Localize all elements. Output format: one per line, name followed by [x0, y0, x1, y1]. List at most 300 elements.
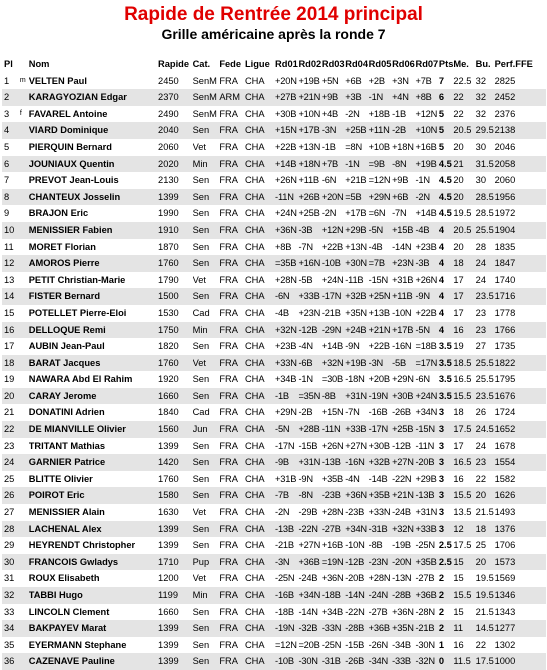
federation-cell: FRA [219, 355, 245, 372]
marker-cell [20, 404, 29, 421]
player-name-cell: LACHENAL Alex [29, 521, 158, 538]
round-5-cell: +11N [369, 122, 392, 139]
median-cell: 22 [453, 106, 475, 123]
round-2-cell: -14N [298, 604, 321, 621]
category-cell: Sen [193, 438, 220, 455]
round-4-cell: +19B [345, 355, 368, 372]
buchholz-cell: 28 [476, 239, 495, 256]
column-header: Me. [453, 59, 469, 69]
round-3-cell: +22B [322, 239, 345, 256]
round-2-cell: +28B [298, 421, 321, 438]
round-7-cell: +26N [415, 272, 438, 289]
round-3-cell: -13B [322, 454, 345, 471]
round-5-cell: =6N [369, 205, 392, 222]
round-4-cell: +27N [345, 438, 368, 455]
round-1-cell: -19N [275, 620, 298, 637]
category-cell: SenM [193, 106, 220, 123]
round-3-cell: -29N [322, 322, 345, 339]
player-name-cell: KARAGYOZIAN Edgar [29, 89, 158, 106]
round-7-cell: -25N [415, 537, 438, 554]
table-row [2, 156, 546, 173]
buchholz-cell: 24 [476, 438, 495, 455]
category-cell: Sen [193, 255, 220, 272]
rating-cell: 1420 [158, 454, 193, 471]
player-name-cell: POIROT Eric [29, 487, 158, 504]
table-row [2, 537, 546, 554]
rating-cell: 1840 [158, 404, 193, 421]
player-name-cell: BARAT Jacques [29, 355, 158, 372]
rank-cell: 16 [2, 322, 20, 339]
marker-cell [20, 239, 29, 256]
rating-cell: 1399 [158, 637, 193, 654]
round-7-cell: -4B [415, 222, 438, 239]
column-header: Nom [28, 59, 50, 69]
round-7-cell: =18B [415, 338, 438, 355]
federation-cell: FRA [219, 288, 245, 305]
median-cell: 22 [453, 89, 475, 106]
buchholz-cell: 27 [476, 338, 495, 355]
federation-cell: FRA [219, 637, 245, 654]
federation-cell: FRA [219, 222, 245, 239]
round-2-cell: +19B [298, 73, 321, 90]
column-header: Rd06 [392, 59, 415, 69]
median-cell: 20 [453, 239, 475, 256]
rating-cell: 1399 [158, 521, 193, 538]
median-cell: 17 [453, 305, 475, 322]
player-name-cell: POTELLET Pierre-Eloi [29, 305, 158, 322]
federation-cell: FRA [219, 156, 245, 173]
rank-cell: 8 [2, 189, 20, 206]
player-name-cell: AMOROS Pierre [29, 255, 158, 272]
round-3-cell: -11N [322, 421, 345, 438]
round-5-cell: -17N [369, 421, 392, 438]
category-cell: Sen [193, 637, 220, 654]
points-cell: 3 [439, 421, 453, 438]
round-6-cell: -2B [392, 122, 415, 139]
rating-cell: 1760 [158, 471, 193, 488]
round-5-cell: -8B [369, 537, 392, 554]
table-row [2, 139, 546, 156]
round-2-cell: -3B [298, 222, 321, 239]
category-cell: Cad [193, 305, 220, 322]
player-name-cell: CHANTEUX Josselin [29, 189, 158, 206]
federation-cell: FRA [219, 570, 245, 587]
category-cell: SenM [193, 73, 220, 90]
table-row [2, 421, 546, 438]
federation-cell: FRA [219, 106, 245, 123]
marker-cell [20, 570, 29, 587]
performance-cell: 1343 [495, 604, 546, 621]
round-6-cell: +25B [392, 421, 415, 438]
table-row [2, 504, 546, 521]
round-6-cell: -13N [392, 570, 415, 587]
buchholz-cell: 28.5 [476, 189, 495, 206]
federation-cell: FRA [219, 172, 245, 189]
buchholz-cell: 19.5 [476, 587, 495, 604]
round-6-cell: -10N [392, 305, 415, 322]
performance-cell: 1652 [495, 421, 546, 438]
table-row [2, 438, 546, 455]
buchholz-cell: 14.5 [476, 620, 495, 637]
federation-cell: FRA [219, 604, 245, 621]
round-7-cell: -3B [415, 255, 438, 272]
round-1-cell: -1B [275, 388, 298, 405]
player-name-cell: LINCOLN Clement [29, 604, 158, 621]
player-name-cell: CAZENAVE Pauline [29, 653, 158, 670]
round-1-cell: +8B [275, 239, 298, 256]
round-4-cell: +21B [345, 172, 368, 189]
round-2-cell: +11B [298, 172, 321, 189]
points-cell: 1 [439, 637, 453, 654]
performance-cell: 1000 [495, 653, 546, 670]
league-cell: CHA [245, 637, 275, 654]
rank-cell: 6 [2, 156, 20, 173]
performance-cell: 1822 [495, 355, 546, 372]
category-cell: Vet [193, 272, 220, 289]
round-5-cell: -27B [369, 604, 392, 621]
median-cell: 17.5 [453, 421, 475, 438]
rank-cell: 7 [2, 172, 20, 189]
buchholz-cell: 25.5 [476, 371, 495, 388]
player-name-cell: TRITANT Mathias [29, 438, 158, 455]
category-cell: Sen [193, 604, 220, 621]
rank-cell: 12 [2, 255, 20, 272]
round-1-cell: =35B [275, 255, 298, 272]
performance-cell: 1778 [495, 305, 546, 322]
median-cell: 18.5 [453, 355, 475, 372]
player-name-cell: MENISSIER Fabien [29, 222, 158, 239]
buchholz-cell: 23 [476, 454, 495, 471]
league-cell: CHA [245, 189, 275, 206]
table-row [2, 106, 546, 123]
buchholz-cell: 28.5 [476, 205, 495, 222]
median-cell: 20.5 [453, 122, 475, 139]
round-6-cell: -8N [392, 156, 415, 173]
player-name-cell: BRAJON Eric [29, 205, 158, 222]
round-1-cell: +15N [275, 122, 298, 139]
rating-cell: 1399 [158, 620, 193, 637]
federation-cell: FRA [219, 471, 245, 488]
rank-cell: 5 [2, 139, 20, 156]
round-3-cell: +20N [322, 189, 345, 206]
round-5-cell: -31B [369, 521, 392, 538]
round-2-cell: -6B [298, 355, 321, 372]
page-subtitle: Grille américaine après la ronde 7 [161, 26, 386, 42]
performance-cell: 2138 [495, 122, 546, 139]
round-2-cell: +13N [298, 139, 321, 156]
league-cell: CHA [245, 322, 275, 339]
category-cell: Jun [193, 421, 220, 438]
round-1-cell: -4B [275, 305, 298, 322]
marker-cell [20, 371, 29, 388]
points-cell: 4 [439, 255, 453, 272]
marker-cell [20, 388, 29, 405]
round-1-cell: +20N [275, 73, 298, 90]
round-5-cell: +29N [369, 189, 392, 206]
median-cell: 16.5 [453, 371, 475, 388]
league-cell: CHA [245, 404, 275, 421]
round-2-cell: -1N [298, 371, 321, 388]
rating-cell: 1199 [158, 587, 193, 604]
category-cell: Sen [193, 620, 220, 637]
rating-cell: 1399 [158, 189, 193, 206]
round-7-cell: +36B [415, 587, 438, 604]
round-5-cell: -19N [369, 388, 392, 405]
round-4-cell: +24B [345, 322, 368, 339]
rating-cell: 1820 [158, 338, 193, 355]
round-3-cell: +4B [322, 106, 345, 123]
round-7-cell: -30N [415, 637, 438, 654]
round-7-cell: +19B [415, 156, 438, 173]
buchholz-cell: 21.5 [476, 504, 495, 521]
median-cell: 18 [453, 404, 475, 421]
rating-cell: 1760 [158, 255, 193, 272]
rank-cell: 3 [2, 106, 20, 123]
federation-cell: FRA [219, 487, 245, 504]
round-3-cell: -18B [322, 587, 345, 604]
buchholz-cell: 18 [476, 521, 495, 538]
performance-cell: 1724 [495, 404, 546, 421]
rank-cell: 28 [2, 521, 20, 538]
median-cell: 15.5 [453, 388, 475, 405]
round-1-cell: +14B [275, 156, 298, 173]
performance-cell: 1573 [495, 554, 546, 571]
round-7-cell: -27B [415, 570, 438, 587]
round-7-cell: +8B [415, 89, 438, 106]
table-row [2, 570, 546, 587]
league-cell: CHA [245, 604, 275, 621]
table-body [2, 73, 546, 670]
column-header: Rapide [158, 59, 190, 69]
column-header: Rd05 [368, 59, 392, 69]
round-4-cell: -12B [345, 554, 368, 571]
buchholz-cell: 24.5 [476, 421, 495, 438]
round-7-cell: +14B [415, 205, 438, 222]
rating-cell: 2040 [158, 122, 193, 139]
marker-cell [20, 537, 29, 554]
category-cell: Sen [193, 653, 220, 670]
federation-cell: FRA [219, 338, 245, 355]
marker-cell [20, 471, 29, 488]
rank-cell: 25 [2, 471, 20, 488]
round-2-cell: +31N [298, 454, 321, 471]
federation-cell: FRA [219, 521, 245, 538]
round-4-cell: -28B [345, 620, 368, 637]
column-header: Perf.FFE [494, 59, 533, 69]
round-5-cell: -24N [369, 587, 392, 604]
league-cell: CHA [245, 222, 275, 239]
round-6-cell: -34B [392, 637, 415, 654]
round-6-cell: -7N [392, 205, 415, 222]
round-3-cell: +28N [322, 504, 345, 521]
rating-cell: 2370 [158, 89, 193, 106]
round-6-cell: -16N [392, 338, 415, 355]
marker-cell [20, 189, 29, 206]
points-cell: 5 [439, 106, 453, 123]
player-name-cell: PREVOT Jean-Louis [29, 172, 158, 189]
round-2-cell: +17B [298, 122, 321, 139]
table-row [2, 272, 546, 289]
round-4-cell: +34N [345, 521, 368, 538]
rank-cell: 23 [2, 438, 20, 455]
league-cell: CHA [245, 305, 275, 322]
round-7-cell: +31N [415, 504, 438, 521]
marker-cell [20, 122, 29, 139]
table-row [2, 487, 546, 504]
table-row [2, 454, 546, 471]
rank-cell: 30 [2, 554, 20, 571]
league-cell: CHA [245, 239, 275, 256]
player-name-cell: ROUX Elisabeth [29, 570, 158, 587]
league-cell: CHA [245, 288, 275, 305]
round-4-cell: =8N [345, 139, 368, 156]
league-cell: CHA [245, 355, 275, 372]
points-cell: 2 [439, 587, 453, 604]
points-cell: 0 [439, 653, 453, 670]
buchholz-cell: 25.5 [476, 355, 495, 372]
federation-cell: FRA [219, 421, 245, 438]
table-row [2, 471, 546, 488]
rating-cell: 1399 [158, 653, 193, 670]
round-3-cell: =30B [322, 371, 345, 388]
performance-cell: 1626 [495, 487, 546, 504]
performance-cell: 1740 [495, 272, 546, 289]
rating-cell: 2130 [158, 172, 193, 189]
round-3-cell: -8B [322, 388, 345, 405]
performance-cell: 1972 [495, 205, 546, 222]
round-1-cell: -11N [275, 189, 298, 206]
performance-cell: 1835 [495, 239, 546, 256]
player-name-cell: VELTEN Paul [29, 73, 158, 90]
federation-cell: FRA [219, 438, 245, 455]
median-cell: 15 [453, 554, 475, 571]
marker-cell [20, 604, 29, 621]
league-cell: CHA [245, 521, 275, 538]
round-1-cell: +31B [275, 471, 298, 488]
league-cell: CHA [245, 421, 275, 438]
round-1-cell: +30B [275, 106, 298, 123]
buchholz-cell: 20 [476, 487, 495, 504]
category-cell: Sen [193, 205, 220, 222]
performance-cell: 2046 [495, 139, 546, 156]
marker-cell [20, 554, 29, 571]
rank-cell: 18 [2, 355, 20, 372]
points-cell: 2 [439, 570, 453, 587]
round-6-cell: -19B [392, 537, 415, 554]
buchholz-cell: 23 [476, 305, 495, 322]
round-3-cell: -21B [322, 305, 345, 322]
round-2-cell: -7N [298, 239, 321, 256]
table-header-row [2, 56, 546, 73]
category-cell: Min [193, 587, 220, 604]
round-2-cell: +25B [298, 205, 321, 222]
table-row [2, 338, 546, 355]
points-cell: 3 [439, 521, 453, 538]
points-cell: 3.5 [439, 338, 453, 355]
round-7-cell: +10N [415, 122, 438, 139]
marker-cell [20, 172, 29, 189]
table-row [2, 89, 546, 106]
league-cell: CHA [245, 106, 275, 123]
rating-cell: 1710 [158, 554, 193, 571]
round-5-cell: -26N [369, 637, 392, 654]
performance-cell: 1766 [495, 322, 546, 339]
round-3-cell: +9B [322, 89, 345, 106]
points-cell: 5 [439, 139, 453, 156]
rating-cell: 1910 [158, 222, 193, 239]
round-5-cell: +33N [369, 504, 392, 521]
round-3-cell: -1B [322, 139, 345, 156]
round-4-cell: -26B [345, 653, 368, 670]
median-cell: 16 [453, 322, 475, 339]
player-name-cell: TABBI Hugo [29, 587, 158, 604]
table-row [2, 404, 546, 421]
marker-cell [20, 288, 29, 305]
table-row [2, 288, 546, 305]
round-1-cell: -17N [275, 438, 298, 455]
column-header: Pl [4, 59, 13, 69]
category-cell: Vet [193, 355, 220, 372]
round-5-cell: +18B [369, 106, 392, 123]
league-cell: CHA [245, 653, 275, 670]
rating-cell: 1660 [158, 604, 193, 621]
category-cell: Sen [193, 537, 220, 554]
marker-cell [20, 89, 29, 106]
player-name-cell: FAVAREL Antoine [29, 106, 158, 123]
round-4-cell: -1N [345, 156, 368, 173]
league-cell: CHA [245, 587, 275, 604]
points-cell: 4.5 [439, 156, 453, 173]
league-cell: CHA [245, 620, 275, 637]
round-2-cell: +21N [298, 89, 321, 106]
table-row [2, 305, 546, 322]
federation-cell: FRA [219, 189, 245, 206]
table-row [2, 554, 546, 571]
median-cell: 15.5 [453, 487, 475, 504]
points-cell: 3 [439, 404, 453, 421]
round-3-cell: +12N [322, 222, 345, 239]
round-4-cell: -15B [345, 637, 368, 654]
buchholz-cell: 31.5 [476, 156, 495, 173]
rank-cell: 24 [2, 454, 20, 471]
round-4-cell: =5B [345, 189, 368, 206]
league-cell: CHA [245, 156, 275, 173]
marker-cell [20, 637, 29, 654]
round-5-cell: +28N [369, 570, 392, 587]
federation-cell: FRA [219, 404, 245, 421]
round-4-cell: -11B [345, 272, 368, 289]
federation-cell: FRA [219, 620, 245, 637]
round-7-cell: -13B [415, 487, 438, 504]
round-3-cell: =19N [322, 554, 345, 571]
points-cell: 4 [439, 222, 453, 239]
column-header: Rd01 [275, 59, 298, 69]
round-4-cell: +13N [345, 239, 368, 256]
federation-cell: FRA [219, 272, 245, 289]
category-cell: Sen [193, 521, 220, 538]
marker-cell [20, 222, 29, 239]
table-row [2, 355, 546, 372]
median-cell: 18 [453, 255, 475, 272]
round-6-cell: +3N [392, 73, 415, 90]
buchholz-cell: 32 [476, 73, 495, 90]
rating-cell: 1990 [158, 205, 193, 222]
round-6-cell: +32N [392, 521, 415, 538]
round-3-cell: -27B [322, 521, 345, 538]
round-5-cell: -4B [369, 239, 392, 256]
performance-cell: 1346 [495, 587, 546, 604]
federation-cell: FRA [219, 239, 245, 256]
